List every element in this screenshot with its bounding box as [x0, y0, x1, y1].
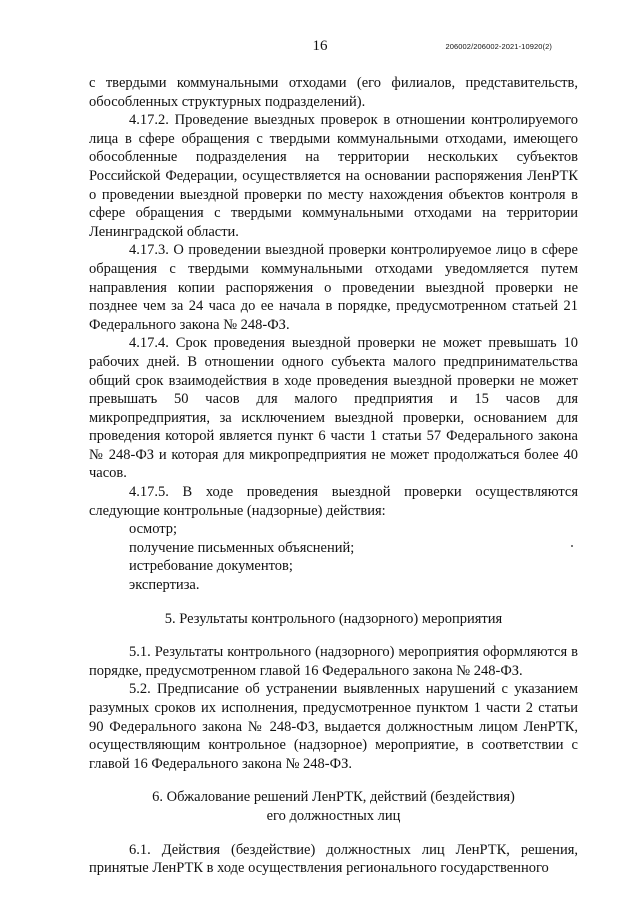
document-body	[89, 74, 578, 878]
list-item: истребование документов;	[129, 558, 293, 575]
paragraph: 5.1. Результаты контрольного (надзорного) мероприятия оформляются в порядке, предусмотренном главой 16 Федерального закона № 248-ФЗ.	[89, 644, 578, 679]
spacer	[89, 773, 578, 788]
list-item: получение письменных объяснений;	[129, 539, 355, 556]
scan-artifact	[571, 545, 573, 547]
paragraph: с твердыми коммунальными отходами (его филиалов, представительств, обособленных структурных подразделений).	[89, 75, 578, 110]
page-number: 16	[312, 38, 328, 54]
section-heading	[89, 610, 578, 629]
spacer	[89, 826, 578, 841]
paragraph: 4.17.4. Срок проведения выездной проверки не может превышать 10 рабочих дней. В отношении одного субъекта малого предпринимательства общий срок взаимодействия в ходе проведения выездной проверки не может превышать 50 часов для малого предприятия и 15 часов для микропредприятия, за исключением выездной проверки, основанием для проведения которой является пункт 6 части 1 статьи 57 Федерального закона № 248-ФЗ и которая для микропредприятия не может продолжаться более 40 часов.	[89, 335, 578, 482]
list-item: экспертиза.	[129, 577, 200, 594]
paragraph: 4.17.3. О проведении выездной проверки контролируемое лицо в сфере обращения с твердыми коммунальными отходами уведомляется путем направления копии распоряжения о проведении выездной проверки не позднее чем за 24 часа до ее начала в порядке, предусмотренном статьей 21 Федерального закона № 248-ФЗ.	[89, 242, 578, 333]
spacer	[89, 595, 578, 610]
paragraph: 5.2. Предписание об устранении выявленных нарушений с указанием разумных сроков их исполнения, предусмотренное пунктом 1 части 2 статьи 90 Федерального закона № 248-ФЗ, выдается должностным лицом ЛенРТК, осуществляющим контрольное (надзорное) мероприятие, в соответствии с главой 16 Федерального закона № 248-ФЗ.	[89, 681, 578, 772]
heading-line: 6. Обжалование решений ЛенРТК, действий (бездействия)	[152, 789, 515, 806]
paragraph: 4.17.5. В ходе проведения выездной проверки осуществляются следующие контрольные (надзорные) действия:	[89, 484, 578, 519]
paragraph: 6.1. Действия (бездействие) должностных лиц ЛенРТК, решения, принятые ЛенРТК в ходе осуществления регионального государственного	[89, 841, 578, 877]
document-id: 206002/206002-2021-10920(2)	[445, 42, 552, 51]
list-item: осмотр;	[129, 521, 178, 538]
section-heading	[89, 788, 578, 825]
paragraph: 4.17.2. Проведение выездных проверок в отношении контролируемого лица в сфере обращения с твердыми коммунальными отходами, имеющего обособленные подразделения на территории нескольких субъектов Российской Федерации, осуществляется на основании распоряжения ЛенРТК о проведении выездной проверки по месту нахождения объектов контроля в сфере обращения с твердыми коммунальными отходами на территории Ленинградской области.	[89, 112, 578, 240]
spacer	[89, 628, 578, 643]
heading-line: его должностных лиц	[266, 807, 401, 824]
heading-line: 5. Результаты контрольного (надзорного) мероприятия	[164, 610, 503, 627]
